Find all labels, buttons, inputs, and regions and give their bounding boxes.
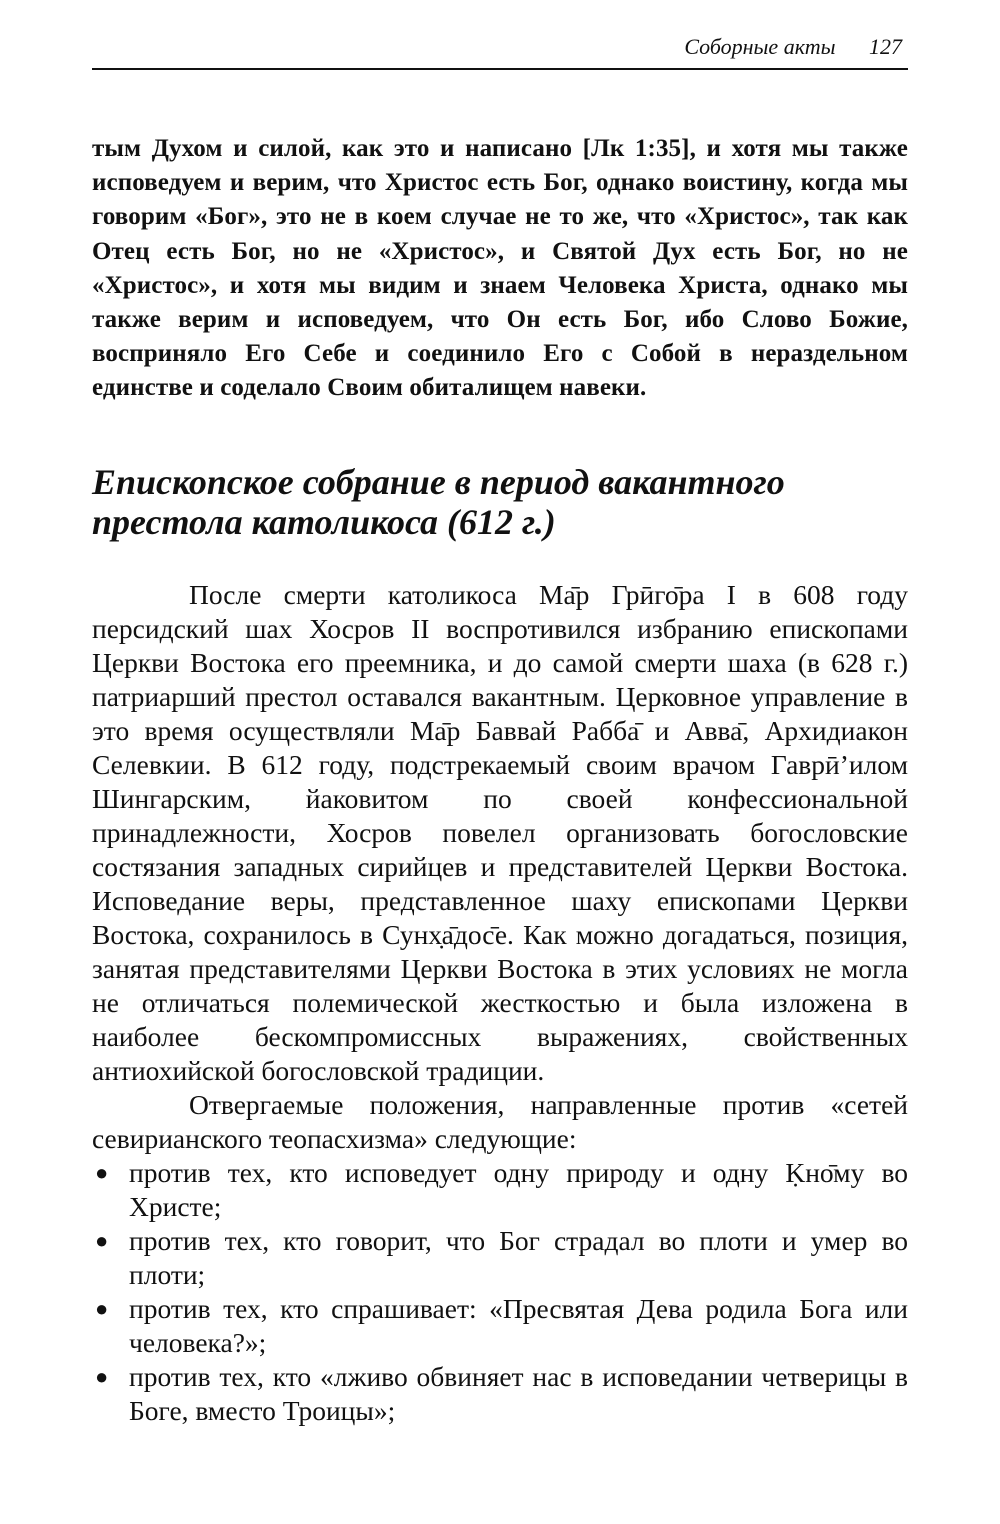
list-item (92, 1156, 908, 1224)
list-item-text: против тех, кто спрашивает: «Пресвятая Дева родила Бога или человека?»; (129, 1293, 908, 1358)
intro-paragraph: тым Духом и силой, как это и написано [Лк 1:35], и хотя мы также исповедуем и верим, что Христос есть Бог, однако воистину, когда мы говорим «Бог», это не в коем случае не то же, что «Христос», так как Отец есть Бог, но не «Христос», и Святой Дух есть Бог, но не «Христос», и хотя мы видим и знаем Человека Христа, однако мы также верим и исповедуем, что Он есть Бог, ибо Слово Божие, восприняло Его Себе и соединило Его с Собой в нераздельном единстве и соделало Своим обиталищем навеки. (92, 135, 908, 402)
section-body (92, 578, 908, 1428)
list-item (92, 1360, 908, 1428)
book-page (92, 0, 908, 1524)
rejected-positions-list (92, 1156, 908, 1428)
running-title: Соборные акты (684, 34, 836, 59)
body-paragraph-2: Отвергаемые положения, направленные против «сетей севирианского теопасхизма» следующие: (92, 1089, 908, 1154)
list-item (92, 1224, 908, 1292)
bullet-icon: ● (95, 1228, 109, 1253)
running-header (92, 32, 908, 70)
section-heading: Епископское собрание в период вакантного престола католикоса (612 г.) (92, 462, 785, 542)
bullet-icon: ● (95, 1296, 109, 1321)
bullet-icon: ● (95, 1364, 109, 1389)
list-item-text: против тех, кто «лживо обвиняет нас в исповедании четверицы в Боге, вместо Троицы»; (129, 1361, 908, 1426)
page-number: 127 (869, 34, 902, 59)
list-item-text: против тех, кто говорит, что Бог страдал во плоти и умер во плоти; (129, 1225, 908, 1290)
bullet-icon: ● (95, 1160, 109, 1185)
body-paragraph-1: После смерти католикоса Ма̄р Грӣго̄ра I в 608 году персидский шах Хосров II воспротивился избранию епископами Церкви Востока его преемника, и до самой смерти шаха (в 628 г.) патриарший престол оставался вакантным. Церковное управление в это время осуществляли Ма̄р Баввай Рабба̄ и Авва̄, Архидиакон Селевкии. В 612 году, подстрекаемый своим врачом Гаврӣ’илом Шингарским, йаковитом по своей конфессиональной принадлежности, Хосров повелел организовать богословские состязания западных сирийцев и представителей Церкви Востока. Исповедание веры, представленное шаху епископами Церкви Востока, сохранилось в Сунх̣а̄дос̄е. Как можно догадаться, позиция, занятая представителями Церкви Востока в этих условиях не могла не отличаться полемической жесткостью и была изложена в наиболее бескомпромиссных выражениях, свойственных антиохийской богословской традиции. (92, 579, 908, 1086)
list-item (92, 1292, 908, 1360)
list-item-text: против тех, кто исповедует одну природу и одну Ḳно̄му во Христе; (129, 1157, 908, 1222)
